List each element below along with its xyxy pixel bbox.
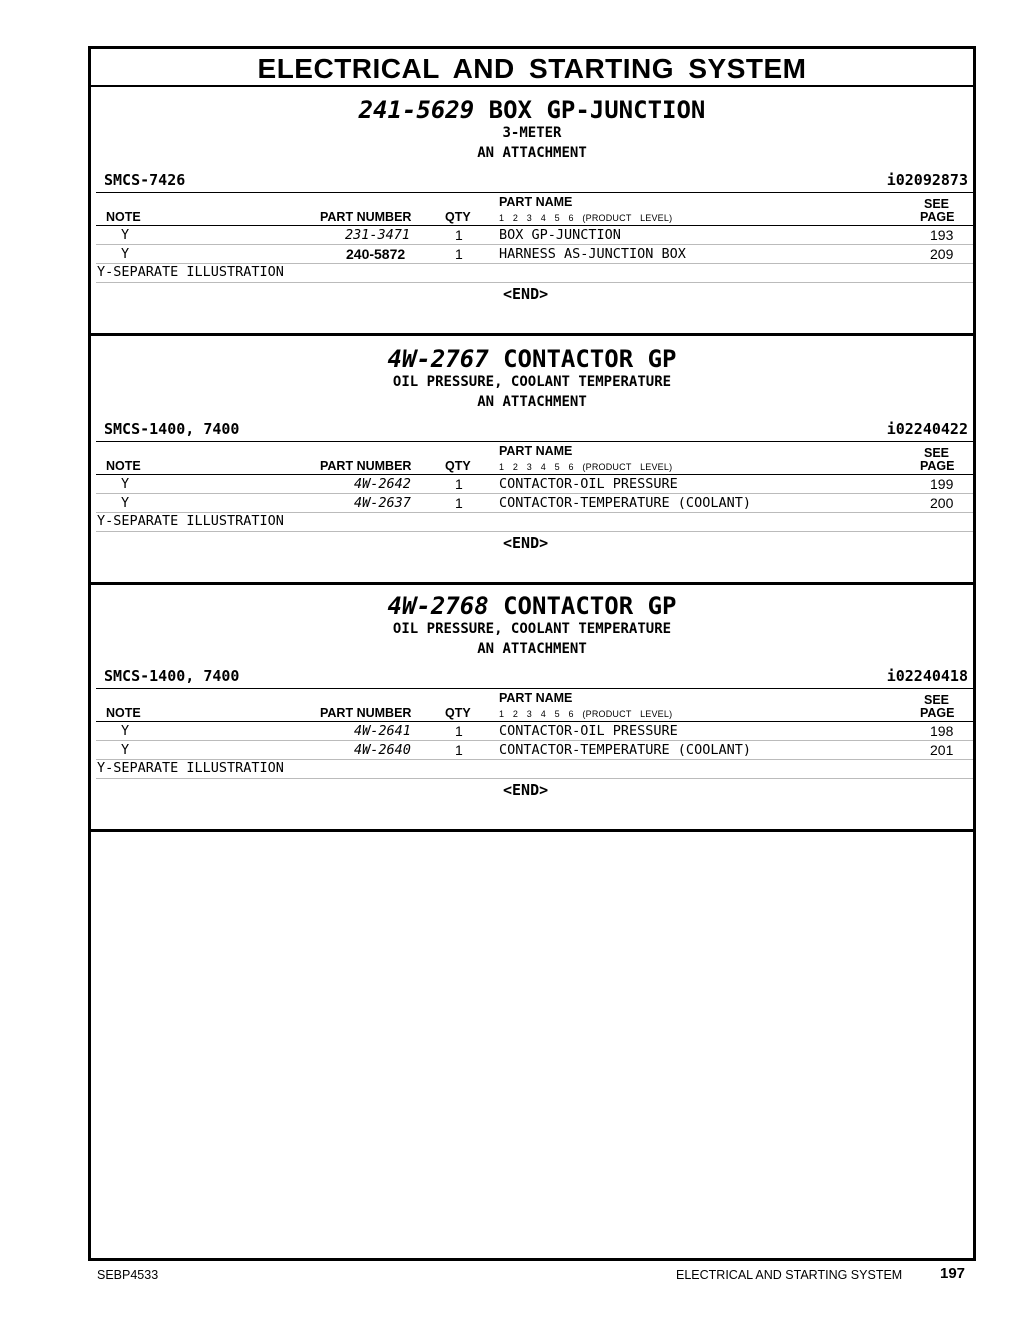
row-part-name: CONTACTOR-TEMPERATURE (COOLANT) xyxy=(499,742,751,758)
header-see: SEE xyxy=(924,446,950,460)
row-divider xyxy=(96,531,973,532)
footer-page-number: 197 xyxy=(940,1265,966,1282)
parts-section-2 xyxy=(91,336,973,585)
header-see: SEE xyxy=(924,693,950,707)
end-marker: <END> xyxy=(503,781,549,799)
row-part-name: CONTACTOR-OIL PRESSURE xyxy=(499,476,678,492)
smcs-code: SMCS-1400, 7400 xyxy=(104,667,240,685)
row-see-page: 209 xyxy=(930,246,954,262)
end-marker: <END> xyxy=(503,534,549,552)
row-divider xyxy=(96,282,973,283)
divider xyxy=(96,225,973,226)
page-frame xyxy=(88,46,976,1261)
header-product-level: 1 2 3 4 5 6 (PRODUCT LEVEL) xyxy=(499,709,673,719)
row-part-name: CONTACTOR-TEMPERATURE (COOLANT) xyxy=(499,495,751,511)
header-page: PAGE xyxy=(920,459,955,473)
row-note: Y xyxy=(121,723,130,739)
section-subtitle: 3-METER xyxy=(502,125,562,141)
row-qty: 1 xyxy=(455,742,463,758)
divider xyxy=(96,441,973,442)
footer-doc-id: SEBP4533 xyxy=(97,1268,159,1282)
info-id: i02092873 xyxy=(886,171,968,189)
row-qty: 1 xyxy=(455,227,463,243)
divider xyxy=(96,192,973,193)
row-see-page: 199 xyxy=(930,476,954,492)
note-text: Y-SEPARATE ILLUSTRATION xyxy=(97,760,284,776)
header-product-level: 1 2 3 4 5 6 (PRODUCT LEVEL) xyxy=(499,213,673,223)
row-part-number: 240-5872 xyxy=(346,246,406,262)
row-part-number: 4W-2642 xyxy=(354,476,411,492)
smcs-code: SMCS-7426 xyxy=(104,171,186,189)
page-title: ELECTRICAL AND STARTING SYSTEM xyxy=(91,49,973,87)
info-id: i02240418 xyxy=(886,667,968,685)
section-title xyxy=(91,96,973,124)
header-part-name: PART NAME xyxy=(499,691,573,705)
divider xyxy=(96,721,973,722)
header-note: NOTE xyxy=(106,210,141,224)
row-part-number: 231-3471 xyxy=(345,227,411,243)
section-title-name: CONTACTOR GP xyxy=(503,592,677,620)
row-see-page: 201 xyxy=(930,742,954,758)
row-part-name: HARNESS AS-JUNCTION BOX xyxy=(499,246,686,262)
footer-section-name: ELECTRICAL AND STARTING SYSTEM xyxy=(676,1268,903,1282)
row-divider xyxy=(96,740,973,741)
row-divider xyxy=(96,493,973,494)
section-part-number: 4W-2768 xyxy=(387,592,489,620)
header-qty: QTY xyxy=(445,210,471,224)
row-divider xyxy=(96,244,973,245)
row-part-name: CONTACTOR-OIL PRESSURE xyxy=(499,723,678,739)
header-part-number: PART NUMBER xyxy=(320,706,412,720)
row-part-number: 4W-2637 xyxy=(354,495,411,511)
end-marker: <END> xyxy=(503,285,549,303)
row-note: Y xyxy=(121,476,130,492)
row-part-number: 4W-2641 xyxy=(354,723,411,739)
row-note: Y xyxy=(121,227,130,243)
parts-section-1 xyxy=(91,87,973,336)
row-qty: 1 xyxy=(455,476,463,492)
header-note: NOTE xyxy=(106,706,141,720)
divider xyxy=(96,474,973,475)
header-part-number: PART NUMBER xyxy=(320,459,412,473)
header-qty: QTY xyxy=(445,706,471,720)
note-text: Y-SEPARATE ILLUSTRATION xyxy=(97,513,284,529)
row-part-name: BOX GP-JUNCTION xyxy=(499,227,621,243)
row-see-page: 200 xyxy=(930,495,954,511)
header-product-level: 1 2 3 4 5 6 (PRODUCT LEVEL) xyxy=(499,462,673,472)
row-divider xyxy=(96,778,973,779)
row-see-page: 198 xyxy=(930,723,954,739)
section-title-name: BOX GP-JUNCTION xyxy=(488,96,706,124)
section-part-number: 4W-2767 xyxy=(387,345,489,373)
row-qty: 1 xyxy=(455,495,463,511)
header-note: NOTE xyxy=(106,459,141,473)
section-subtitle: AN ATTACHMENT xyxy=(477,145,587,161)
section-subtitle: OIL PRESSURE, COOLANT TEMPERATURE xyxy=(392,621,672,637)
section-title-name: CONTACTOR GP xyxy=(503,345,677,373)
row-see-page: 193 xyxy=(930,227,954,243)
header-page: PAGE xyxy=(920,706,955,720)
header-part-number: PART NUMBER xyxy=(320,210,412,224)
parts-section-3 xyxy=(91,583,973,832)
section-part-number: 241-5629 xyxy=(358,96,475,124)
smcs-code: SMCS-1400, 7400 xyxy=(104,420,240,438)
section-title xyxy=(91,592,973,620)
section-subtitle: AN ATTACHMENT xyxy=(477,641,587,657)
row-note: Y xyxy=(121,742,130,758)
header-qty: QTY xyxy=(445,459,471,473)
row-note: Y xyxy=(121,495,130,511)
row-qty: 1 xyxy=(455,723,463,739)
row-qty: 1 xyxy=(455,246,463,262)
divider xyxy=(96,688,973,689)
header-part-name: PART NAME xyxy=(499,444,573,458)
section-subtitle: AN ATTACHMENT xyxy=(477,394,587,410)
note-text: Y-SEPARATE ILLUSTRATION xyxy=(97,264,284,280)
header-page: PAGE xyxy=(920,210,955,224)
header-part-name: PART NAME xyxy=(499,195,573,209)
row-part-number: 4W-2640 xyxy=(354,742,411,758)
section-title xyxy=(91,345,973,373)
header-see: SEE xyxy=(924,197,950,211)
section-subtitle: OIL PRESSURE, COOLANT TEMPERATURE xyxy=(392,374,672,390)
info-id: i02240422 xyxy=(886,420,968,438)
row-note: Y xyxy=(121,246,130,262)
